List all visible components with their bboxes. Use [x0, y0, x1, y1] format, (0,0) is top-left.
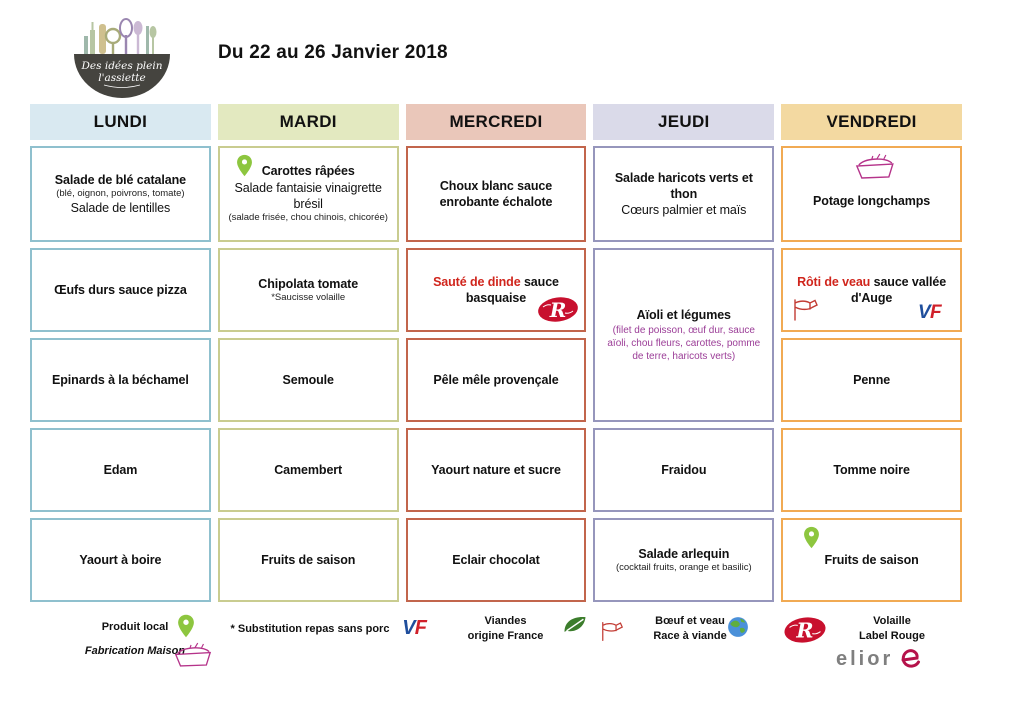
dish-title-highlight: Sauté de dinde	[433, 274, 521, 289]
logo-text-line2: l'assiette	[98, 72, 146, 84]
svg-text:F: F	[414, 616, 427, 638]
menu-cell-vendredi-dessert	[781, 518, 962, 602]
dish-title: Salade de blé catalane	[54, 172, 186, 187]
legend-viandes-origine-france	[448, 614, 563, 644]
dish-title-rest: sauce basquaise	[465, 274, 559, 305]
legend-viandes-line2: origine France	[467, 629, 544, 642]
page-title: Du 22 au 26 Janvier 2018	[218, 42, 448, 63]
day-header-mercredi	[406, 104, 587, 140]
menu-cell-vendredi-fromage	[781, 428, 962, 512]
local-pin-icon	[236, 154, 253, 177]
dish-title: Chipolata tomate	[258, 276, 359, 291]
day-label: MARDI	[279, 112, 337, 131]
legend-boeuf-line2: Race à viande	[653, 629, 727, 642]
dish-title: Semoule	[282, 372, 334, 387]
dish-title: Salade arlequin	[638, 546, 730, 561]
day-column-lundi	[30, 104, 211, 602]
legend-volaille-line1: Volaille	[873, 615, 911, 627]
day-label: JEUDI	[658, 112, 710, 131]
day-column-mercredi	[406, 104, 587, 602]
svg-text:R: R	[550, 298, 567, 322]
legend-viandes-line1: Viandes	[484, 615, 527, 627]
dish-note: *Saucisse volaille	[271, 291, 346, 303]
kitchen-utensils-logo-icon	[60, 6, 184, 102]
menu-cell-mercredi-accompagnement	[406, 338, 587, 422]
menu-cell-lundi-accompagnement	[30, 338, 211, 422]
menu-cell-jeudi-fromage	[593, 428, 774, 512]
dish-title: Œufs durs sauce pizza	[54, 282, 187, 297]
leaf-icon	[562, 614, 588, 635]
day-label: LUNDI	[93, 112, 148, 131]
menu-cell-vendredi-entree	[781, 146, 962, 242]
day-label: MERCREDI	[449, 112, 543, 131]
menu-cell-mercredi-dessert	[406, 518, 587, 602]
dish-note: (cocktail fruits, orange et basilic)	[615, 561, 752, 573]
dish-title: Tomme noire	[833, 462, 910, 477]
dish-title: Epinards à la béchamel	[52, 372, 189, 387]
dish-title: Salade haricots verts et thon	[614, 170, 753, 201]
menu-cell-jeudi-plat	[593, 248, 774, 422]
dish-title: Yaourt à boire	[79, 552, 162, 567]
menu-cell-mardi-dessert	[218, 518, 399, 602]
dish-note: (blé, oignon, poivrons, tomate)	[56, 187, 185, 199]
day-column-vendredi	[781, 104, 962, 602]
dish-title-highlight: Rôti de veau	[797, 274, 871, 289]
dish-note: (salade frisée, chou chinois, chicorée)	[228, 212, 388, 224]
dish-extra: Salade de lentilles	[70, 201, 171, 216]
dish-title-rest: sauce vallée d'Auge	[850, 274, 947, 305]
legend-volaille-line2: Label Rouge	[858, 629, 925, 642]
day-header-lundi	[30, 104, 211, 140]
menu-cell-mercredi-plat	[406, 248, 587, 332]
legend-substitution: * Substitution repas sans porc	[230, 623, 390, 635]
homemade-icon	[850, 151, 896, 181]
day-column-jeudi	[593, 104, 774, 602]
dish-extra: Cœurs palmier et maïs	[621, 203, 747, 218]
svg-text:V: V	[402, 616, 416, 638]
brand-logo	[60, 6, 184, 102]
svg-text:R: R	[796, 618, 814, 643]
menu-cell-mercredi-fromage	[406, 428, 587, 512]
menu-cell-mercredi-entree	[406, 146, 587, 242]
legend-boeuf-line1: Bœuf et veau	[655, 615, 725, 627]
logo-text-line1: Des idées plein	[81, 60, 163, 72]
cow-icon	[791, 297, 821, 323]
legend	[30, 612, 962, 702]
dish-note-purple: (filet de poisson, œuf dur, sauce aïoli, chou fleurs, carottes, pomme de terre, haricots verts)	[607, 324, 761, 362]
globe-icon	[727, 616, 749, 638]
day-label: VENDREDI	[826, 112, 917, 131]
menu-cell-vendredi-accompagnement	[781, 338, 962, 422]
elior-logo	[836, 646, 923, 672]
dish-title: Edam	[103, 462, 138, 477]
day-header-mardi	[218, 104, 399, 140]
menu-cell-jeudi-entree	[593, 146, 774, 242]
dish-title: Fruits de saison	[261, 552, 356, 567]
menu-cell-vendredi-plat	[781, 248, 962, 332]
day-header-jeudi	[593, 104, 774, 140]
legend-fabrication-maison: Fabrication Maison	[84, 645, 186, 657]
svg-text:F: F	[929, 302, 942, 322]
dish-title: Eclair chocolat	[452, 552, 540, 567]
menu-cell-lundi-plat	[30, 248, 211, 332]
day-header-vendredi	[781, 104, 962, 140]
menu-cell-jeudi-dessert	[593, 518, 774, 602]
vf-icon	[918, 301, 950, 322]
dish-title: Potage longchamps	[813, 193, 931, 208]
dish-title: Penne	[853, 372, 891, 387]
menu-cell-lundi-fromage	[30, 428, 211, 512]
legend-produit-local: Produit local	[101, 621, 169, 633]
homemade-icon	[170, 640, 214, 669]
label-rouge-badge-icon	[536, 294, 580, 325]
dish-title: Aïoli et légumes	[636, 308, 731, 323]
cow-icon	[599, 620, 626, 643]
vf-icon	[402, 616, 436, 638]
label-rouge-badge-icon	[780, 614, 830, 646]
dish-title: Pêle mêle provençale	[433, 372, 559, 387]
dish-title: Camembert	[274, 462, 343, 477]
legend-volaille-label-rouge	[842, 614, 942, 644]
local-pin-icon	[177, 614, 195, 638]
elior-wordmark: elior	[836, 647, 894, 670]
dish-title: Fraidou	[661, 462, 707, 477]
dish-title: Choux blanc sauce enrobante échalote	[439, 178, 553, 209]
svg-text:V: V	[917, 302, 931, 322]
local-pin-icon	[803, 526, 820, 549]
menu-cell-lundi-entree	[30, 146, 211, 242]
elior-swirl-icon	[897, 646, 923, 672]
dish-title: Yaourt nature et sucre	[431, 462, 561, 477]
menu-cell-mardi-accompagnement	[218, 338, 399, 422]
menu-cell-mardi-entree	[218, 146, 399, 242]
dish-extra: Salade fantaisie vinaigrette brésil	[234, 180, 382, 211]
week-menu-grid	[30, 104, 962, 602]
day-column-mardi	[218, 104, 399, 602]
menu-cell-lundi-dessert	[30, 518, 211, 602]
dish-title: Fruits de saison	[824, 552, 919, 567]
menu-cell-mardi-fromage	[218, 428, 399, 512]
dish-title: Carottes râpées	[261, 164, 355, 179]
menu-cell-mardi-plat	[218, 248, 399, 332]
